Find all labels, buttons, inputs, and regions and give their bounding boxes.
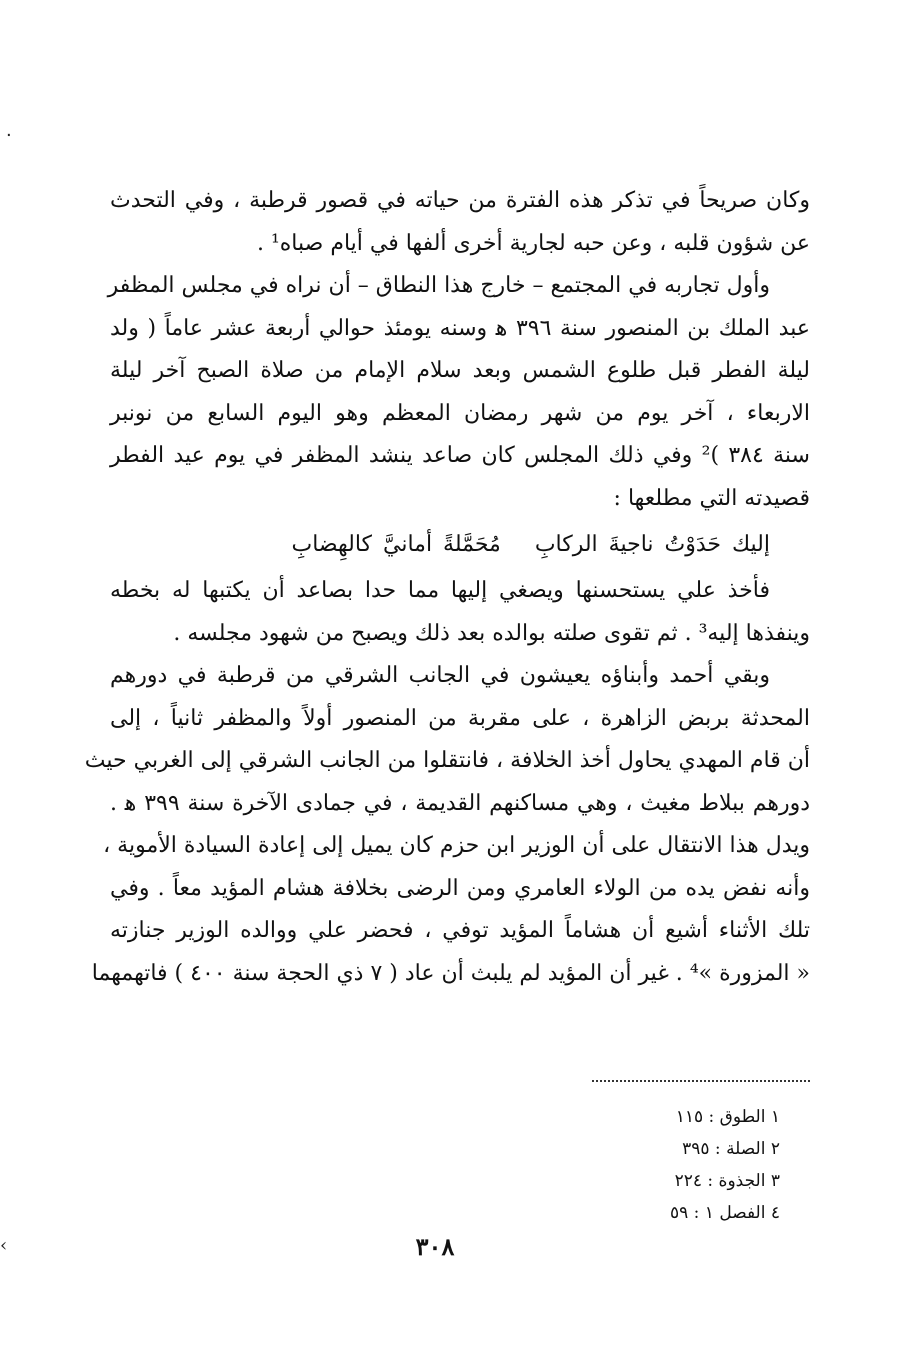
poem-verse — [110, 520, 810, 570]
text-line: وبقي أحمد وأبناؤه يعيشون في الجانب الشرقي من قرطبة في دورهم — [110, 663, 770, 688]
footnote-3: ٣ الجذوة : ٢٢٤ — [674, 1171, 780, 1191]
footnotes — [540, 1101, 780, 1229]
text-line: « المزورة »⁴ . غير أن المؤيد لم يلبث أن عاد ( ٧ ذي الحجة سنة ٤٠٠ ) فاتهمهما — [91, 960, 810, 986]
text-line: قصيدته التي مطلعها : — [613, 485, 810, 511]
text-line: أن قام المهدي يحاول أخذ الخلافة ، فانتقلوا من الجانب الشرقي إلى الغربي حيث — [84, 748, 810, 773]
text-line: وأنه نفض يده من الولاء العامري ومن الرضى بخلافة هشام المؤيد معاً . وفي — [110, 875, 810, 901]
text-line: وكان صريحاً في تذكر هذه الفترة من حياته في قصور قرطبة ، وفي التحدث — [110, 188, 810, 213]
verse-second-hemistich: مُحَمَّلةً أمانيَّ كالهِضابِ — [291, 532, 501, 557]
page-number: ٣٠٨ — [415, 1232, 455, 1261]
footnote-1: ١ الطوق : ١١٥ — [675, 1107, 780, 1127]
verse-first-hemistich: إليك حَدَوْتُ ناجيةَ الركابِ — [534, 532, 770, 557]
text-line: ويدل هذا الانتقال على أن الوزير ابن حزم كان يميل إلى إعادة السيادة الأموية ، — [103, 833, 810, 858]
text-line: سنة ٣٨٤ )² وفي ذلك المجلس كان صاعد ينشد المظفر في يوم عيد الفطر — [110, 443, 810, 468]
text-line: عبد الملك بن المنصور سنة ٣٩٦ ﻫ وسنه يومئذ حوالي أربعة عشر عاماً ( ولد — [110, 315, 810, 341]
text-line: تلك الأثناء أشيع أن هشاماً المؤيد توفي ، فحضر علي ووالده الوزير جنازته — [110, 918, 810, 943]
text-line: المحدثة بربض الزاهرة ، على مقربة من المنصور أولاً والمظفر ثانياً ، إلى — [110, 705, 810, 731]
footnote-separator — [592, 1080, 810, 1082]
footnote-4: ٤ الفصل ١ : ٥٩ — [669, 1203, 780, 1223]
footnote-2: ٢ الصلة : ٣٩٥ — [682, 1139, 780, 1159]
margin-mark-bottom: ‹ — [0, 1235, 8, 1256]
text-line: فأخذ علي يستحسنها ويصغي إليها مما حدا بصاعد أن يكتبها له بخطه — [110, 578, 770, 603]
text-line: عن شؤون قلبه ، وعن حبه لجارية أخرى ألفها في أيام صباه¹ . — [256, 230, 810, 256]
text-line: وأول تجاربه في المجتمع – خارج هذا النطاق – أن نراه في مجلس المظفر — [107, 273, 770, 298]
text-line: وينفذها إليه³ . ثم تقوى صلته بوالده بعد ذلك ويصبح من شهود مجلسه . — [173, 620, 810, 646]
text-line: دورهم ببلاط مغيث ، وهي مساكنهم القديمة ، في جمادى الآخرة سنة ٣٩٩ ﻫ . — [110, 790, 810, 816]
margin-mark-top: ٠ — [4, 124, 14, 145]
text-line: الاربعاء ، آخر يوم من شهر رمضان المعظم وهو اليوم السابع من نونبر — [110, 400, 810, 426]
text-line: ليلة الفطر قبل طلوع الشمس وبعد سلام الإمام من صلاة الصبح آخر ليلة — [110, 358, 810, 383]
main-text-block — [84, 180, 810, 995]
